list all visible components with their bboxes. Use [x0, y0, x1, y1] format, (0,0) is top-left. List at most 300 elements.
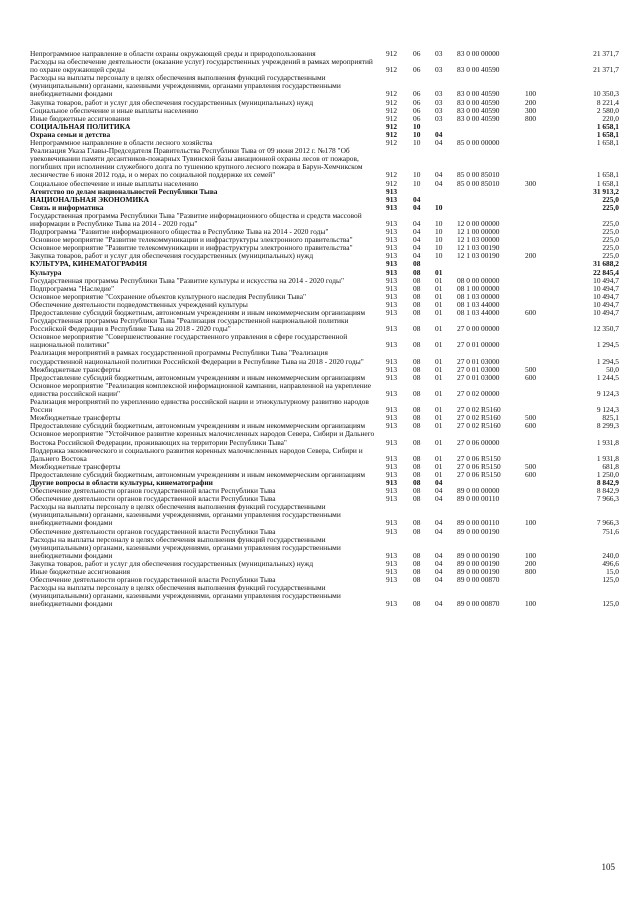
row-name: Связь и информатика [30, 202, 104, 212]
row-target-article: 27 0 06 R5150 [457, 453, 501, 463]
row-name: Расходы на выплаты персоналу в целях обеспечения выполнения функций государственными (муниципальными) органами, казенными учреждениями, органами управления государственными внебюджетными фондами [30, 534, 341, 560]
row-name: Межбюджетные трансферты [30, 413, 121, 423]
row-section-code: 06 [413, 97, 421, 107]
row-expense-type [525, 50, 551, 58]
row-amount: 225,0 [602, 227, 619, 237]
row-section-code: 08 [413, 291, 421, 301]
row-target-article: 27 0 06 R5150 [457, 461, 501, 471]
row-amount: 1 931,8 [596, 453, 619, 463]
row-expense-type [525, 131, 551, 139]
row-subsection-code: 10 [435, 243, 443, 253]
row-subsection-code: 01 [435, 461, 443, 471]
row-grbs-code: 913 [386, 405, 398, 415]
row-amount: 225,0 [602, 194, 619, 204]
row-section-code: 08 [413, 413, 421, 423]
row-expense-type [525, 447, 551, 463]
row-grbs-code: 913 [386, 364, 398, 374]
row-subsection-code: 10 [435, 227, 443, 237]
row-name: Предоставление субсидий бюджетным, автономным учреждениям и иным некоммерческим организациям [30, 421, 366, 431]
row-name: Закупка товаров, работ и услуг для обеспечения государственных (муниципальных) нужд [30, 251, 314, 261]
row-name: Основное мероприятие "Развитие телекоммуникации и инфраструктуры электронного правительства" [30, 235, 353, 245]
row-amount: 8 299,3 [596, 421, 619, 431]
row-grbs-code: 913 [386, 413, 398, 423]
row-grbs-code: 913 [386, 227, 398, 237]
row-grbs-code: 913 [386, 567, 398, 576]
row-section-code: 10 [413, 178, 421, 188]
row-amount: 15,0 [606, 567, 619, 576]
row-expense-type [525, 277, 551, 285]
row-grbs-code: 913 [386, 202, 398, 212]
table-row [30, 147, 619, 179]
row-expense-type: 200 [525, 97, 537, 107]
row-amount: 1 294,5 [596, 356, 619, 366]
row-grbs-code: 913 [386, 437, 398, 447]
row-amount: 220,0 [602, 113, 619, 123]
row-subsection-code: 04 [435, 129, 443, 139]
row-amount: 22 845,4 [593, 267, 619, 277]
row-target-article: 83 0 00 40590 [457, 113, 500, 123]
row-expense-type [525, 236, 551, 244]
row-name: Государственная программа Республики Тыва "Реализация государственной национальной политики Российской Федерации в Республике Тыва на 2018 - 2020 годы" [30, 316, 349, 334]
row-grbs-code: 913 [386, 299, 398, 309]
row-expense-type: 600 [525, 469, 537, 479]
row-amount: 1 658,1 [596, 129, 619, 139]
row-amount: 31 913,2 [593, 186, 619, 196]
row-expense-type: 800 [525, 567, 537, 576]
row-section-code: 04 [413, 218, 421, 228]
row-name: Обеспечение деятельности органов государственной власти Республики Тыва [30, 575, 276, 585]
row-amount: 9 124,3 [596, 388, 619, 398]
table-row [30, 58, 619, 74]
row-expense-type: 600 [525, 421, 537, 431]
table-row [30, 74, 619, 98]
row-name: Другие вопросы в области культуры, кинематографии [30, 477, 213, 487]
row-grbs-code: 913 [386, 575, 398, 585]
row-subsection-code: 04 [435, 477, 443, 487]
row-name: Основное мероприятие "Совершенствование государственного управления в сфере государственной национальной политики" [30, 332, 348, 350]
row-subsection-code: 03 [435, 65, 443, 75]
row-target-article: 83 0 00 40590 [457, 105, 500, 115]
row-name: Предоставление субсидий бюджетным, автономным учреждениям и иным некоммерческим организациям [30, 308, 366, 317]
row-section-code: 10 [413, 138, 421, 148]
row-amount: 496,6 [602, 558, 619, 568]
row-expense-type [525, 260, 551, 268]
budget-table [30, 50, 619, 608]
row-name: Основное мероприятие "Реализация комплексной информационной кампании, направленной на укрепление единства российской нации" [30, 380, 371, 398]
table-row [30, 277, 619, 285]
row-expense-type [525, 317, 551, 333]
row-expense-type [525, 188, 551, 196]
row-target-article [457, 196, 525, 204]
row-amount: 10 494,7 [593, 299, 619, 309]
row-expense-type [525, 139, 551, 147]
row-target-article: 08 1 00 00000 [457, 283, 500, 293]
row-target-article: 08 1 03 44000 [457, 308, 500, 317]
row-target-article: 12 0 00 00000 [457, 218, 500, 228]
row-name: Обеспечение деятельности органов государственной власти Республики Тыва [30, 526, 276, 536]
row-grbs-code: 912 [386, 178, 398, 188]
row-grbs-code: 913 [386, 469, 398, 479]
table-row [30, 430, 619, 446]
row-amount: 225,0 [602, 235, 619, 245]
row-grbs-code: 913 [386, 453, 398, 463]
row-name: Иные бюджетные ассигнования [30, 567, 131, 576]
row-amount: 125,0 [602, 599, 619, 609]
row-subsection-code: 01 [435, 283, 443, 293]
row-section-code: 08 [413, 558, 421, 568]
row-section-code: 08 [413, 599, 421, 609]
row-grbs-code: 912 [386, 97, 398, 107]
row-amount: 8 842,9 [596, 486, 619, 496]
table-row [30, 349, 619, 365]
row-expense-type [525, 382, 551, 398]
row-amount: 2 580,0 [596, 105, 619, 115]
row-section-code: 08 [413, 575, 421, 585]
row-subsection-code: 01 [435, 388, 443, 398]
row-subsection-code: 04 [435, 518, 443, 528]
row-amount: 31 688,2 [593, 259, 619, 269]
row-name: Подпрограмма "Наследие" [30, 283, 115, 293]
row-amount: 681,8 [602, 461, 619, 471]
row-subsection-code: 04 [435, 575, 443, 585]
row-grbs-code: 913 [386, 235, 398, 245]
row-expense-type [525, 204, 551, 212]
row-subsection-code: 03 [435, 49, 443, 58]
row-section-code: 08 [413, 486, 421, 496]
row-name: Социальное обеспечение и иные выплаты населению [30, 178, 199, 188]
row-subsection-code: 04 [435, 550, 443, 560]
row-target-article: 27 0 02 00000 [457, 388, 500, 398]
row-subsection-code: 01 [435, 356, 443, 366]
row-section-code: 04 [413, 194, 421, 204]
row-expense-type: 500 [525, 413, 537, 423]
row-grbs-code: 912 [386, 113, 398, 123]
row-grbs-code: 912 [386, 89, 398, 99]
row-target-article: 27 0 00 00000 [457, 324, 500, 334]
row-subsection-code: 01 [435, 291, 443, 301]
row-expense-type: 500 [525, 461, 537, 471]
row-subsection-code: 01 [435, 421, 443, 431]
row-amount: 225,0 [602, 251, 619, 261]
row-target-article: 83 0 00 40590 [457, 97, 500, 107]
row-section-code: 08 [413, 372, 421, 382]
row-name: КУЛЬТУРА, КИНЕМАТОГРАФИЯ [30, 259, 148, 269]
row-amount: 225,0 [602, 243, 619, 253]
row-expense-type [525, 58, 551, 74]
row-grbs-code: 912 [386, 105, 398, 115]
row-expense-type: 100 [525, 518, 537, 528]
row-name: Расходы на обеспечение деятельности (оказание услуг) государственных учреждений в рамках мероприятий по охране окружающей среды [30, 57, 373, 75]
row-section-code: 08 [413, 469, 421, 479]
row-amount: 21 371,7 [593, 49, 619, 58]
table-row [30, 123, 619, 131]
row-section-code: 10 [413, 170, 421, 180]
row-amount: 10 494,7 [593, 308, 619, 317]
row-amount: 1 250,0 [596, 469, 619, 479]
row-expense-type: 600 [525, 308, 537, 317]
row-name: Реализация мероприятий в рамках государственной программы Республики Тыва "Реализация государственной национальной политики Российской Федерации в Республике Тыва на 2018 - 2020 годы" [30, 348, 364, 366]
row-expense-type [525, 285, 551, 293]
row-section-code: 08 [413, 494, 421, 504]
row-amount: 825,1 [602, 413, 619, 423]
row-target-article [457, 204, 525, 212]
row-subsection-code: 01 [435, 299, 443, 309]
table-row [30, 382, 619, 398]
row-expense-type: 100 [525, 550, 537, 560]
table-row [30, 398, 619, 414]
row-name: Поддержка экономического и социального развития коренных малочисленных народов Севера, Сибири и Дальнего Востока [30, 445, 363, 463]
row-grbs-code: 913 [386, 550, 398, 560]
row-name: Основное мероприятие "Развитие телекоммуникации и инфраструктуры электронного правительства" [30, 243, 353, 253]
row-grbs-code: 913 [386, 486, 398, 496]
row-expense-type: 100 [525, 599, 537, 609]
row-name: Основное мероприятие "Устойчивое развитие коренных малочисленных народов Севера, Сибири и Дальнего Востока Российской Федерации, проживающих на территории Республики Тыва" [30, 429, 375, 447]
row-section-code: 08 [413, 340, 421, 350]
row-subsection-code: 01 [435, 405, 443, 415]
row-amount: 21 371,7 [593, 65, 619, 75]
row-section-code: 08 [413, 526, 421, 536]
row-expense-type [525, 123, 551, 131]
table-row [30, 333, 619, 349]
row-amount: 1 658,1 [596, 178, 619, 188]
row-subsection-code: 01 [435, 324, 443, 334]
row-section-code: 08 [413, 259, 421, 269]
row-section-code: 04 [413, 227, 421, 237]
row-name: Закупка товаров, работ и услуг для обеспечения государственных (муниципальных) нужд [30, 97, 314, 107]
table-row [30, 317, 619, 333]
row-subsection-code: 04 [435, 486, 443, 496]
row-subsection-code: 03 [435, 113, 443, 123]
row-grbs-code: 913 [386, 372, 398, 382]
row-grbs-code: 913 [386, 267, 398, 277]
row-amount: 10 494,7 [593, 275, 619, 285]
row-target-article: 83 0 00 40590 [457, 65, 500, 75]
row-grbs-code: 913 [386, 291, 398, 301]
row-subsection-code: 01 [435, 275, 443, 285]
row-section-code: 08 [413, 550, 421, 560]
row-amount: 1 294,5 [596, 340, 619, 350]
row-expense-type [525, 576, 551, 584]
row-target-article: 89 0 00 00870 [457, 599, 500, 609]
row-expense-type [525, 528, 551, 536]
row-grbs-code: 913 [386, 251, 398, 261]
row-name: Расходы на выплаты персоналу в целях обеспечения выполнения функций государственными (муниципальными) органами, казенными учреждениями, органами управления государственными внебюджетными фондами [30, 583, 341, 609]
row-amount: 240,0 [602, 550, 619, 560]
row-section-code: 04 [413, 243, 421, 253]
row-expense-type [525, 333, 551, 349]
row-amount: 8 842,9 [596, 477, 619, 487]
table-row [30, 447, 619, 463]
row-grbs-code: 913 [386, 356, 398, 366]
row-expense-type: 200 [525, 251, 537, 261]
row-name: Реализация Указа Главы-Председателя Правительства Республики Тыва от 09 июня 2012 г. №178 "Об увековечивании памяти десантников-пожарных Тувинской базы авиационной охраны лесов от пожаров, погибших при исполнении служебного долга по тушению крупного лесного пожара в Барун-Хемчикском лесничестве 6 июня 2012 года, и о мерах по социальной поддержке их семей" [30, 146, 363, 180]
row-section-code: 08 [413, 388, 421, 398]
row-amount: 9 124,3 [596, 405, 619, 415]
row-name: СОЦИАЛЬНАЯ ПОЛИТИКА [30, 121, 131, 131]
row-target-article: 27 0 01 03000 [457, 372, 500, 382]
row-name: Государственная программа Республики Тыва "Развитие информационного общества и средств массовой информации в Республике Тыва на 2014 - 2020 годы" [30, 210, 362, 228]
row-target-article: 08 0 00 00000 [457, 275, 500, 285]
row-name: Подпрограмма "Развитие информационного общества в Республике Тыва на 2014 - 2020 годы" [30, 227, 329, 237]
page-number: 105 [601, 862, 615, 872]
row-name: Обеспечение деятельности органов государственной власти Республики Тыва [30, 486, 276, 496]
row-amount: 50,0 [606, 364, 619, 374]
row-subsection-code: 04 [435, 558, 443, 568]
row-expense-type [525, 487, 551, 495]
row-grbs-code: 912 [386, 49, 398, 58]
row-grbs-code: 913 [386, 324, 398, 334]
row-expense-type [525, 228, 551, 236]
row-name: Государственная программа Республики Тыва "Развитие культуры и искусства на 2014 - 2020 годы" [30, 275, 344, 285]
row-section-code: 04 [413, 202, 421, 212]
row-amount: 1 931,8 [596, 437, 619, 447]
row-section-code: 08 [413, 356, 421, 366]
row-target-article: 27 0 02 R5160 [457, 405, 501, 415]
row-name: Основное мероприятие "Сохранение объектов культурного наследия Республики Тыва" [30, 291, 306, 301]
row-target-article [457, 188, 525, 196]
row-target-article: 08 1 03 44000 [457, 299, 500, 309]
row-amount: 12 350,7 [593, 324, 619, 334]
row-name: Реализация мероприятий по укреплению единства российской нации и этнокультурному развитию народов России [30, 397, 369, 415]
row-amount: 225,0 [602, 218, 619, 228]
row-expense-type [525, 479, 551, 487]
row-name: Межбюджетные трансферты [30, 461, 121, 471]
row-section-code: 08 [413, 299, 421, 309]
row-target-article: 83 0 00 40590 [457, 89, 500, 99]
row-grbs-code: 912 [386, 129, 398, 139]
row-name: Иные бюджетные ассигнования [30, 113, 131, 123]
row-name: НАЦИОНАЛЬНАЯ ЭКОНОМИКА [30, 194, 149, 204]
row-subsection-code: 04 [435, 526, 443, 536]
row-subsection-code: 01 [435, 437, 443, 447]
row-amount: 1 658,1 [596, 121, 619, 131]
row-target-article: 89 0 00 00870 [457, 575, 500, 585]
budget-document [30, 49, 619, 609]
row-amount: 751,6 [602, 526, 619, 536]
table-row [30, 584, 619, 608]
row-subsection-code: 10 [435, 218, 443, 228]
row-grbs-code: 913 [386, 518, 398, 528]
row-subsection-code: 01 [435, 413, 443, 423]
budget-table-body [30, 50, 619, 608]
row-section-code: 08 [413, 275, 421, 285]
row-subsection-code: 01 [435, 340, 443, 350]
table-row [30, 503, 619, 527]
row-section-code: 08 [413, 421, 421, 431]
row-target-article: 85 0 00 00000 [457, 138, 500, 148]
row-subsection-code: 04 [435, 170, 443, 180]
row-subsection-code: 01 [435, 364, 443, 374]
row-subsection-code: 01 [435, 372, 443, 382]
row-grbs-code: 912 [386, 121, 398, 131]
row-grbs-code: 913 [386, 558, 398, 568]
row-grbs-code: 913 [386, 308, 398, 317]
row-grbs-code: 913 [386, 283, 398, 293]
row-name: Предоставление субсидий бюджетным, автономным учреждениям и иным некоммерческим организациям [30, 372, 366, 382]
row-expense-type: 800 [525, 113, 537, 123]
row-subsection-code: 01 [435, 308, 443, 317]
row-subsection-code: 04 [435, 138, 443, 148]
row-grbs-code: 913 [386, 494, 398, 504]
row-name: Непрограммное направление в области охраны окружающей среды и природопользования [30, 49, 316, 58]
row-section-code: 08 [413, 283, 421, 293]
row-subsection-code: 04 [435, 567, 443, 576]
row-section-code: 04 [413, 235, 421, 245]
row-amount: 1 244,5 [596, 372, 619, 382]
row-target-article: 12 1 03 00190 [457, 251, 500, 261]
row-section-code: 06 [413, 105, 421, 115]
row-expense-type [525, 398, 551, 414]
row-target-article: 12 1 00 00000 [457, 227, 500, 237]
row-subsection-code: 10 [435, 202, 443, 212]
row-grbs-code: 912 [386, 170, 398, 180]
row-grbs-code: 913 [386, 340, 398, 350]
row-subsection-code: 01 [435, 469, 443, 479]
row-target-article: 89 0 00 00110 [457, 518, 500, 528]
row-section-code: 10 [413, 121, 421, 131]
row-grbs-code: 913 [386, 421, 398, 431]
row-name: Закупка товаров, работ и услуг для обеспечения государственных (муниципальных) нужд [30, 558, 314, 568]
row-expense-type [525, 212, 551, 228]
row-grbs-code: 913 [386, 243, 398, 253]
row-section-code: 08 [413, 405, 421, 415]
row-grbs-code: 912 [386, 138, 398, 148]
row-amount: 225,0 [602, 202, 619, 212]
row-amount: 125,0 [602, 575, 619, 585]
row-expense-type: 200 [525, 558, 537, 568]
row-expense-type [525, 430, 551, 446]
row-subsection-code: 04 [435, 494, 443, 504]
row-subsection-code: 01 [435, 453, 443, 463]
row-target-article: 12 1 03 00000 [457, 235, 500, 245]
row-grbs-code: 913 [386, 599, 398, 609]
row-target-article: 89 0 00 00190 [457, 567, 500, 576]
row-grbs-code: 913 [386, 259, 398, 269]
row-name: Агентство по делам национальностей Республики Тыва [30, 186, 218, 196]
row-section-code: 08 [413, 567, 421, 576]
table-row [30, 196, 619, 204]
row-expense-type: 600 [525, 372, 537, 382]
row-target-article: 27 0 01 00000 [457, 340, 500, 350]
row-grbs-code: 913 [386, 526, 398, 536]
row-name: Расходы на выплаты персоналу в целях обеспечения выполнения функций государственными (муниципальными) органами, казенными учреждениями, органами управления государственными внебюджетными фондами [30, 73, 341, 99]
row-section-code: 06 [413, 49, 421, 58]
row-amount: 10 494,7 [593, 291, 619, 301]
row-grbs-code: 913 [386, 477, 398, 487]
row-name: Непрограммное направление в области лесного хозяйства [30, 138, 213, 148]
row-amount: 7 966,3 [596, 494, 619, 504]
row-target-article: 27 0 01 03000 [457, 364, 500, 374]
table-row [30, 260, 619, 268]
row-subsection-code: 04 [435, 178, 443, 188]
row-target-article [457, 123, 525, 131]
row-subsection-code: 04 [435, 599, 443, 609]
row-target-article: 27 0 06 R5150 [457, 469, 501, 479]
row-target-article [457, 260, 525, 268]
row-grbs-code: 912 [386, 65, 398, 75]
row-expense-type: 500 [525, 364, 537, 374]
row-section-code: 06 [413, 65, 421, 75]
row-subsection-code [435, 188, 457, 196]
row-name: Расходы на выплаты персоналу в целях обеспечения выполнения функций государственными (муниципальными) органами, казенными учреждениями, органами управления государственными внебюджетными фондами [30, 502, 341, 528]
row-section-code: 08 [413, 308, 421, 317]
row-target-article: 08 1 03 00000 [457, 291, 500, 301]
row-grbs-code: 913 [386, 461, 398, 471]
row-name: Межбюджетные трансферты [30, 364, 121, 374]
row-name: Предоставление субсидий бюджетным, автономным учреждениям и иным некоммерческим организациям [30, 469, 366, 479]
row-section-code: 08 [413, 461, 421, 471]
row-amount: 8 221,4 [596, 97, 619, 107]
